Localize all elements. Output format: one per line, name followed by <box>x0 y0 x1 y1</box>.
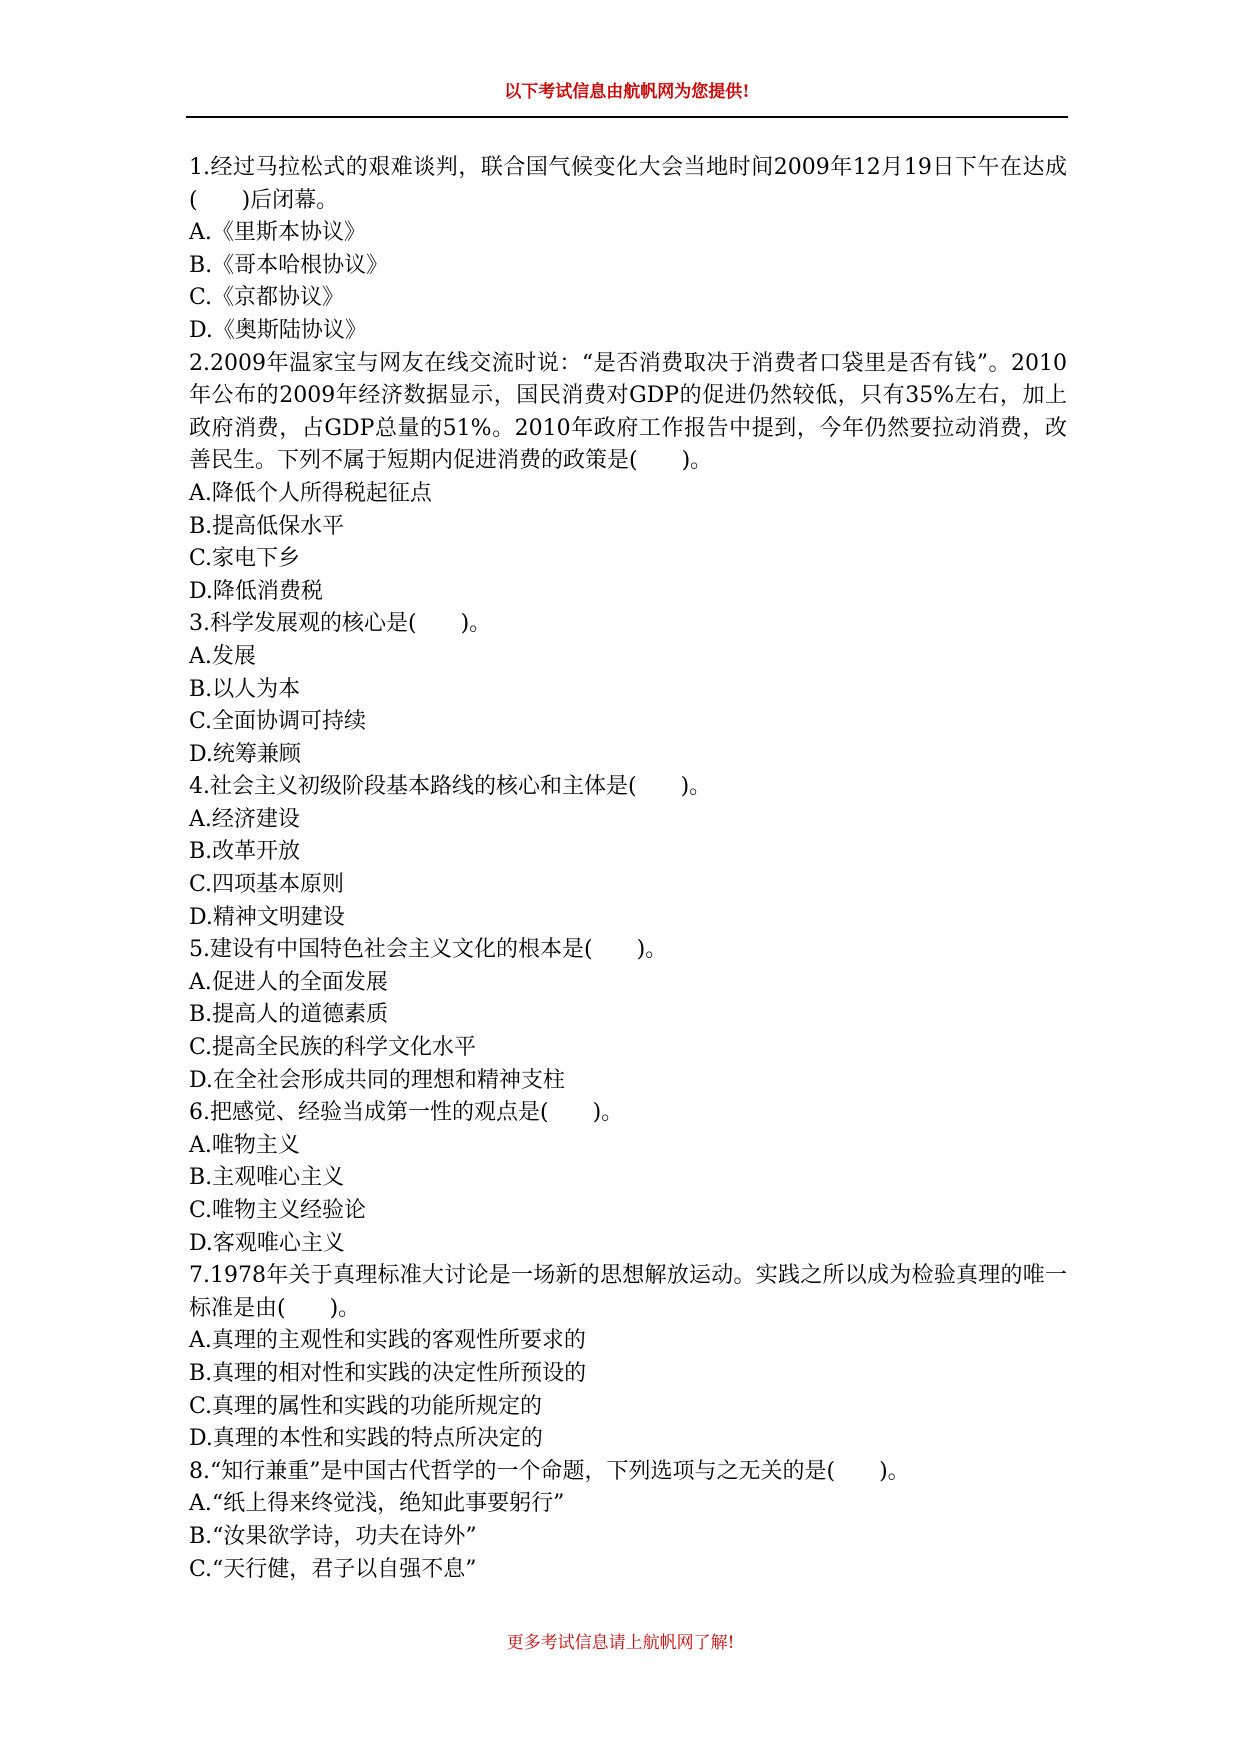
question-1 <box>189 152 1067 348</box>
option-b: B.“汝果欲学诗，功夫在诗外” <box>189 1523 477 1549</box>
option-c: C.家电下乡 <box>189 546 301 572</box>
option-a: A.唯物主义 <box>189 1132 300 1158</box>
question-2 <box>189 348 1067 609</box>
question-stem: 5.建设有中国特色社会主义文化的根本是( )。 <box>189 937 668 963</box>
option-a: A.发展 <box>189 643 256 669</box>
option-a: A.“纸上得来终觉浅，绝知此事要躬行” <box>189 1491 565 1517</box>
option-c: C.“天行健，君子以自强不息” <box>189 1556 477 1582</box>
option-a: A.经济建设 <box>189 806 300 832</box>
option-a: A.真理的主观性和实践的客观性所要求的 <box>189 1328 586 1354</box>
question-6 <box>189 1097 1067 1260</box>
question-7 <box>189 1260 1067 1456</box>
option-a: A.促进人的全面发展 <box>189 969 388 995</box>
question-stem: 7.1978年关于真理标准大讨论是一场新的思想解放运动。实践之所以成为检验真理的唯一标准是由( )。 <box>189 1263 1067 1321</box>
question-stem: 8.“知行兼重”是中国古代哲学的一个命题，下列选项与之无关的是( )。 <box>189 1458 910 1484</box>
option-a: A.降低个人所得税起征点 <box>189 480 432 506</box>
option-b: B.主观唯心主义 <box>189 1165 345 1191</box>
question-stem: 1.经过马拉松式的艰难谈判，联合国气候变化大会当地时间2009年12月19日下午在达成( )后闭幕。 <box>189 155 1067 213</box>
option-c: C.真理的属性和实践的功能所规定的 <box>189 1393 543 1419</box>
page-header: 以下考试信息由航帆网为您提供! <box>504 82 750 102</box>
option-d: D.《奥斯陆协议》 <box>189 317 367 343</box>
option-d: D.客观唯心主义 <box>189 1230 345 1256</box>
option-c: C.唯物主义经验论 <box>189 1198 367 1223</box>
option-c: C.《京都协议》 <box>189 285 345 311</box>
option-a: A.《里斯本协议》 <box>189 220 366 246</box>
option-c: C.四项基本原则 <box>189 872 345 898</box>
header-divider <box>186 116 1068 118</box>
option-d: D.在全社会形成共同的理想和精神支柱 <box>189 1067 565 1093</box>
option-d: D.精神文明建设 <box>189 904 345 930</box>
option-b: B.《哥本哈根协议》 <box>189 252 389 278</box>
question-3 <box>189 608 1067 771</box>
question-stem: 3.科学发展观的核心是( )。 <box>189 611 492 637</box>
page-footer: 更多考试信息请上航帆网了解! <box>506 1633 735 1653</box>
option-b: B.以人为本 <box>189 676 301 702</box>
option-d: D.统筹兼顾 <box>189 741 301 767</box>
option-b: B.改革开放 <box>189 839 301 865</box>
question-5 <box>189 934 1067 1097</box>
question-stem: 2.2009年温家宝与网友在线交流时说：“是否消费取决于消费者口袋里是否有钱”。2010年公布的2009年经济数据显示，国民消费对GDP的促进仍然较低，只有35%左右，加上政府消费，占GDP总量的51%。2010年政府工作报告中提到，今年仍然要拉动消费，改善民生。下列不属于短期内促进消费的政策是( )。 <box>189 350 1067 474</box>
question-stem: 6.把感觉、经验当成第一性的观点是( )。 <box>189 1100 624 1126</box>
option-b: B.真理的相对性和实践的决定性所预设的 <box>189 1360 587 1386</box>
question-8 <box>189 1456 1067 1586</box>
question-list <box>189 152 1067 1586</box>
option-b: B.提高低保水平 <box>189 513 345 539</box>
option-c: C.提高全民族的科学文化水平 <box>189 1035 477 1061</box>
question-stem: 4.社会主义初级阶段基本路线的核心和主体是( )。 <box>189 774 712 800</box>
option-d: D.真理的本性和实践的特点所决定的 <box>189 1426 543 1452</box>
option-c: C.全面协调可持续 <box>189 709 367 735</box>
option-b: B.提高人的道德素质 <box>189 1002 389 1028</box>
option-d: D.降低消费税 <box>189 578 323 604</box>
question-4 <box>189 771 1067 934</box>
